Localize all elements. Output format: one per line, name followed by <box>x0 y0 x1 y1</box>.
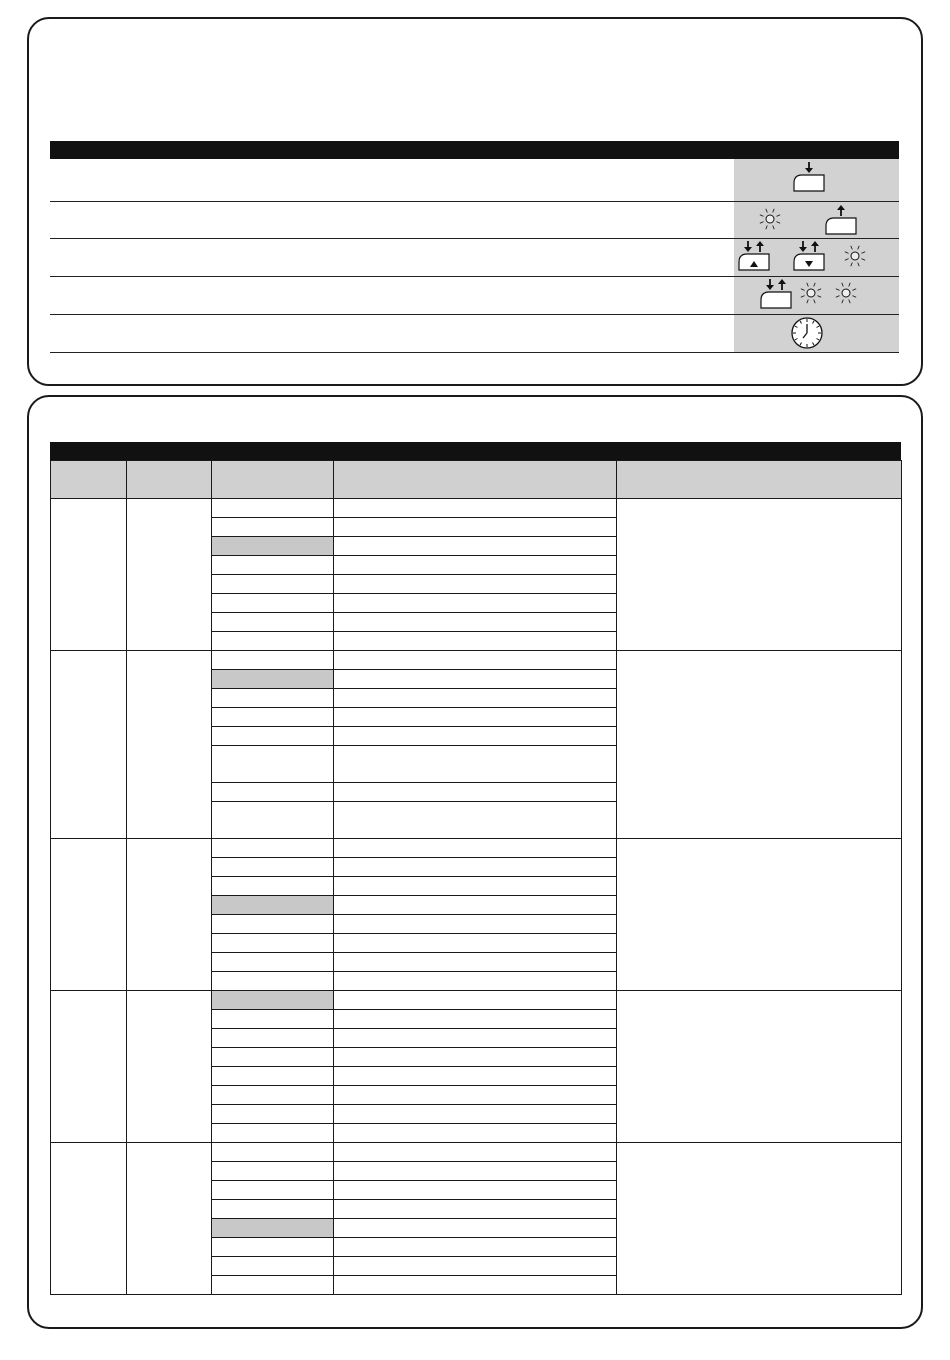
group-function-cell <box>127 839 212 991</box>
description-cell <box>334 746 617 783</box>
setting-cell <box>212 670 334 689</box>
description-cell <box>334 934 617 953</box>
description-cell <box>334 1048 617 1067</box>
description-cell <box>334 1162 617 1181</box>
procedure-step-text <box>50 159 734 201</box>
setting-cell <box>212 839 334 858</box>
description-cell <box>334 537 617 556</box>
description-cell <box>334 651 617 670</box>
procedure-step-icons <box>734 239 899 276</box>
setting-cell <box>212 783 334 802</box>
setting-cell <box>212 1067 334 1086</box>
up-button-press-release-icon <box>739 241 769 270</box>
description-cell <box>334 1257 617 1276</box>
group-note-cell <box>617 1143 902 1295</box>
procedure-step-icons <box>734 159 899 201</box>
description-cell <box>334 915 617 934</box>
procedure-step-text <box>50 202 734 238</box>
setting-cell <box>212 896 334 915</box>
setting-cell <box>212 689 334 708</box>
description-cell <box>334 499 617 518</box>
setting-cell <box>212 1238 334 1257</box>
setting-cell <box>212 1257 334 1276</box>
procedure-step-row <box>50 159 899 202</box>
description-cell <box>334 1238 617 1257</box>
procedure-step-text <box>50 239 734 276</box>
description-cell <box>334 953 617 972</box>
description-cell <box>334 632 617 651</box>
parameters-table-header-bar <box>50 442 901 460</box>
setting-cell <box>212 1029 334 1048</box>
description-cell <box>334 689 617 708</box>
column-header <box>212 461 334 499</box>
description-cell <box>334 1086 617 1105</box>
table-row <box>51 651 902 670</box>
table-row <box>51 839 902 858</box>
description-cell <box>334 518 617 537</box>
setting-cell <box>212 934 334 953</box>
description-cell <box>334 1276 617 1295</box>
setting-cell <box>212 746 334 783</box>
group-function-cell <box>127 499 212 651</box>
setting-cell <box>212 991 334 1010</box>
setting-cell <box>212 556 334 575</box>
setting-cell <box>212 727 334 746</box>
setting-cell <box>212 1010 334 1029</box>
group-code-cell <box>51 499 127 651</box>
description-cell <box>334 802 617 839</box>
setting-cell <box>212 1048 334 1067</box>
description-cell <box>334 877 617 896</box>
description-cell <box>334 594 617 613</box>
description-cell <box>334 1124 617 1143</box>
down-button-press-release-icon <box>794 241 824 270</box>
description-cell <box>334 1219 617 1238</box>
group-note-cell <box>617 839 902 991</box>
procedure-step-text <box>50 315 734 352</box>
led-blinking-icon <box>801 283 821 303</box>
setting-cell <box>212 651 334 670</box>
setting-cell <box>212 1200 334 1219</box>
led-blinking-icon <box>760 209 780 229</box>
description-cell <box>334 991 617 1010</box>
procedure-table <box>50 159 899 353</box>
group-code-cell <box>51 839 127 991</box>
procedure-step-icons <box>734 315 899 352</box>
led-blinking-icon <box>836 283 856 303</box>
setting-cell <box>212 1181 334 1200</box>
description-cell <box>334 1181 617 1200</box>
setting-cell <box>212 1124 334 1143</box>
description-cell <box>334 839 617 858</box>
release-button-icon <box>826 205 856 234</box>
setting-cell <box>212 518 334 537</box>
clock-icon <box>792 318 822 348</box>
column-header <box>127 461 212 499</box>
description-cell <box>334 1010 617 1029</box>
setting-cell <box>212 708 334 727</box>
setting-cell <box>212 972 334 991</box>
group-function-cell <box>127 991 212 1143</box>
press-button-icon <box>794 162 824 191</box>
group-note-cell <box>617 991 902 1143</box>
procedure-step-row <box>50 202 899 239</box>
description-cell <box>334 783 617 802</box>
setting-cell <box>212 1162 334 1181</box>
setting-cell <box>212 953 334 972</box>
setting-cell <box>212 537 334 556</box>
description-cell <box>334 1200 617 1219</box>
description-cell <box>334 1105 617 1124</box>
group-code-cell <box>51 651 127 839</box>
description-cell <box>334 708 617 727</box>
procedure-step-row <box>50 315 899 353</box>
table-row <box>51 1143 902 1162</box>
description-cell <box>334 727 617 746</box>
setting-cell <box>212 632 334 651</box>
parameters-table <box>50 460 902 1295</box>
description-cell <box>334 613 617 632</box>
column-header <box>51 461 127 499</box>
description-cell <box>334 972 617 991</box>
group-code-cell <box>51 991 127 1143</box>
setting-cell <box>212 1105 334 1124</box>
procedure-table-header <box>50 141 899 159</box>
procedure-step-icons <box>734 202 899 238</box>
table-row <box>51 499 902 518</box>
table-row <box>51 991 902 1010</box>
setting-cell <box>212 1276 334 1295</box>
column-header <box>334 461 617 499</box>
procedure-step-icons <box>734 277 899 314</box>
setting-cell <box>212 877 334 896</box>
parameters-table-header-row <box>51 461 902 499</box>
group-note-cell <box>617 499 902 651</box>
button-press-release-icon <box>761 279 791 308</box>
group-code-cell <box>51 1143 127 1295</box>
setting-cell <box>212 499 334 518</box>
led-blinking-icon <box>845 246 865 266</box>
setting-cell <box>212 613 334 632</box>
description-cell <box>334 896 617 915</box>
setting-cell <box>212 1143 334 1162</box>
setting-cell <box>212 1219 334 1238</box>
procedure-step-row <box>50 239 899 277</box>
setting-cell <box>212 858 334 877</box>
description-cell <box>334 670 617 689</box>
description-cell <box>334 1143 617 1162</box>
group-function-cell <box>127 1143 212 1295</box>
column-header <box>617 461 902 499</box>
description-cell <box>334 575 617 594</box>
setting-cell <box>212 802 334 839</box>
group-note-cell <box>617 651 902 839</box>
procedure-step-text <box>50 277 734 314</box>
setting-cell <box>212 1086 334 1105</box>
setting-cell <box>212 594 334 613</box>
setting-cell <box>212 915 334 934</box>
description-cell <box>334 1029 617 1048</box>
procedure-step-row <box>50 277 899 315</box>
setting-cell <box>212 575 334 594</box>
description-cell <box>334 858 617 877</box>
description-cell <box>334 1067 617 1086</box>
group-function-cell <box>127 651 212 839</box>
description-cell <box>334 556 617 575</box>
